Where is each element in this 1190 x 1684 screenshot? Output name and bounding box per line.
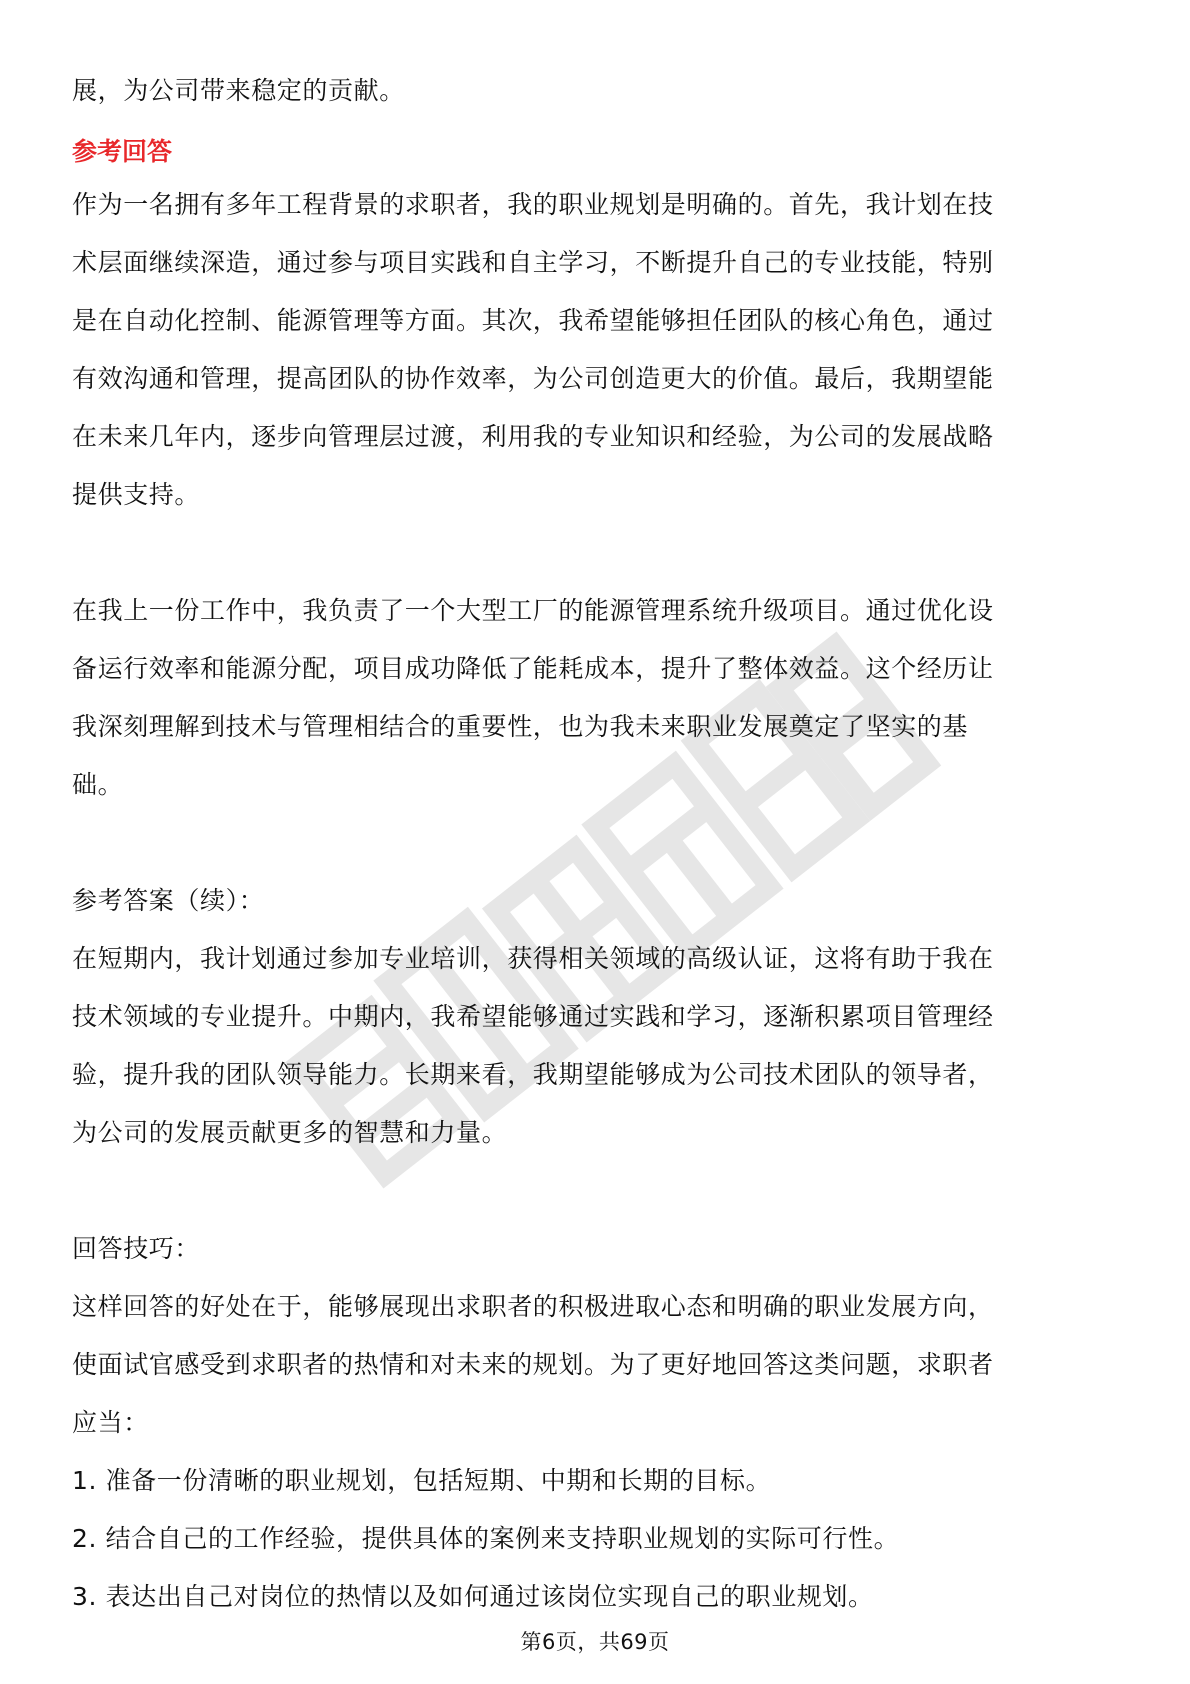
paragraph-spacer bbox=[72, 1162, 1118, 1220]
paragraph-line: 应当： bbox=[72, 1408, 149, 1437]
reference-answer-heading: 参考回答 bbox=[72, 137, 173, 166]
paragraph-line: 在未来几年内，逐步向管理层过渡，利用我的专业知识和经验，为公司的发展战略 bbox=[72, 422, 994, 451]
tips-paragraph bbox=[72, 1278, 1118, 1452]
paragraph-line: 技术领域的专业提升。中期内，我希望能够通过实践和学习，逐渐积累项目管理经 bbox=[72, 1002, 994, 1031]
intro-tail-text: 展，为公司带来稳定的贡献。 bbox=[72, 76, 405, 105]
paragraph-line: 为公司的发展贡献更多的智慧和力量。 bbox=[72, 1118, 508, 1147]
tips-heading: 回答技巧： bbox=[72, 1234, 201, 1263]
paragraph-line: 备运行效率和能源分配，项目成功降低了能耗成本，提升了整体效益。这个经历让 bbox=[72, 654, 994, 683]
paragraph-spacer bbox=[72, 814, 1118, 872]
paragraph-line: 术层面继续深造，通过参与项目实践和自主学习，不断提升自己的专业技能，特别 bbox=[72, 248, 994, 277]
paragraph-line: 使面试官感受到求职者的热情和对未来的规划。为了更好地回答这类问题，求职者 bbox=[72, 1350, 994, 1379]
answer-paragraph-3 bbox=[72, 930, 1118, 1162]
paragraph-line: 是在自动化控制、能源管理等方面。其次，我希望能够担任团队的核心角色，通过 bbox=[72, 306, 994, 335]
paragraph-line: 有效沟通和管理，提高团队的协作效率，为公司创造更大的价值。最后，我期望能 bbox=[72, 364, 994, 393]
paragraph-line: 础。 bbox=[72, 770, 124, 799]
page-indicator: 第6页，共69页 bbox=[520, 1630, 670, 1654]
paragraph-line: 验，提升我的团队领导能力。长期来看，我期望能够成为公司技术团队的领导者， bbox=[72, 1060, 994, 1089]
paragraph-line: 作为一名拥有多年工程背景的求职者，我的职业规划是明确的。首先，我计划在技 bbox=[72, 190, 994, 219]
document-body bbox=[72, 62, 1118, 1626]
tips-list-item: 2. 结合自己的工作经验，提供具体的案例来支持职业规划的实际可行性。 bbox=[72, 1524, 900, 1553]
paragraph-line: 这样回答的好处在于，能够展现出求职者的积极进取心态和明确的职业发展方向， bbox=[72, 1292, 994, 1321]
answer-paragraph-2 bbox=[72, 582, 1118, 814]
paragraph-line: 在短期内，我计划通过参加专业培训，获得相关领域的高级认证，这将有助于我在 bbox=[72, 944, 994, 973]
paragraph-line: 在我上一份工作中，我负责了一个大型工厂的能源管理系统升级项目。通过优化设 bbox=[72, 596, 994, 625]
tips-list-item: 3. 表达出自己对岗位的热情以及如何通过该岗位实现自己的职业规划。 bbox=[72, 1582, 874, 1611]
paragraph-line: 我深刻理解到技术与管理相结合的重要性，也为我未来职业发展奠定了坚实的基 bbox=[72, 712, 969, 741]
tips-list bbox=[72, 1452, 1118, 1626]
paragraph-spacer bbox=[72, 524, 1118, 582]
answer-paragraph-1 bbox=[72, 176, 1118, 524]
paragraph-line: 提供支持。 bbox=[72, 480, 201, 509]
continued-answer-heading: 参考答案（续）： bbox=[72, 886, 265, 915]
tips-list-item: 1. 准备一份清晰的职业规划，包括短期、中期和长期的目标。 bbox=[72, 1466, 772, 1495]
